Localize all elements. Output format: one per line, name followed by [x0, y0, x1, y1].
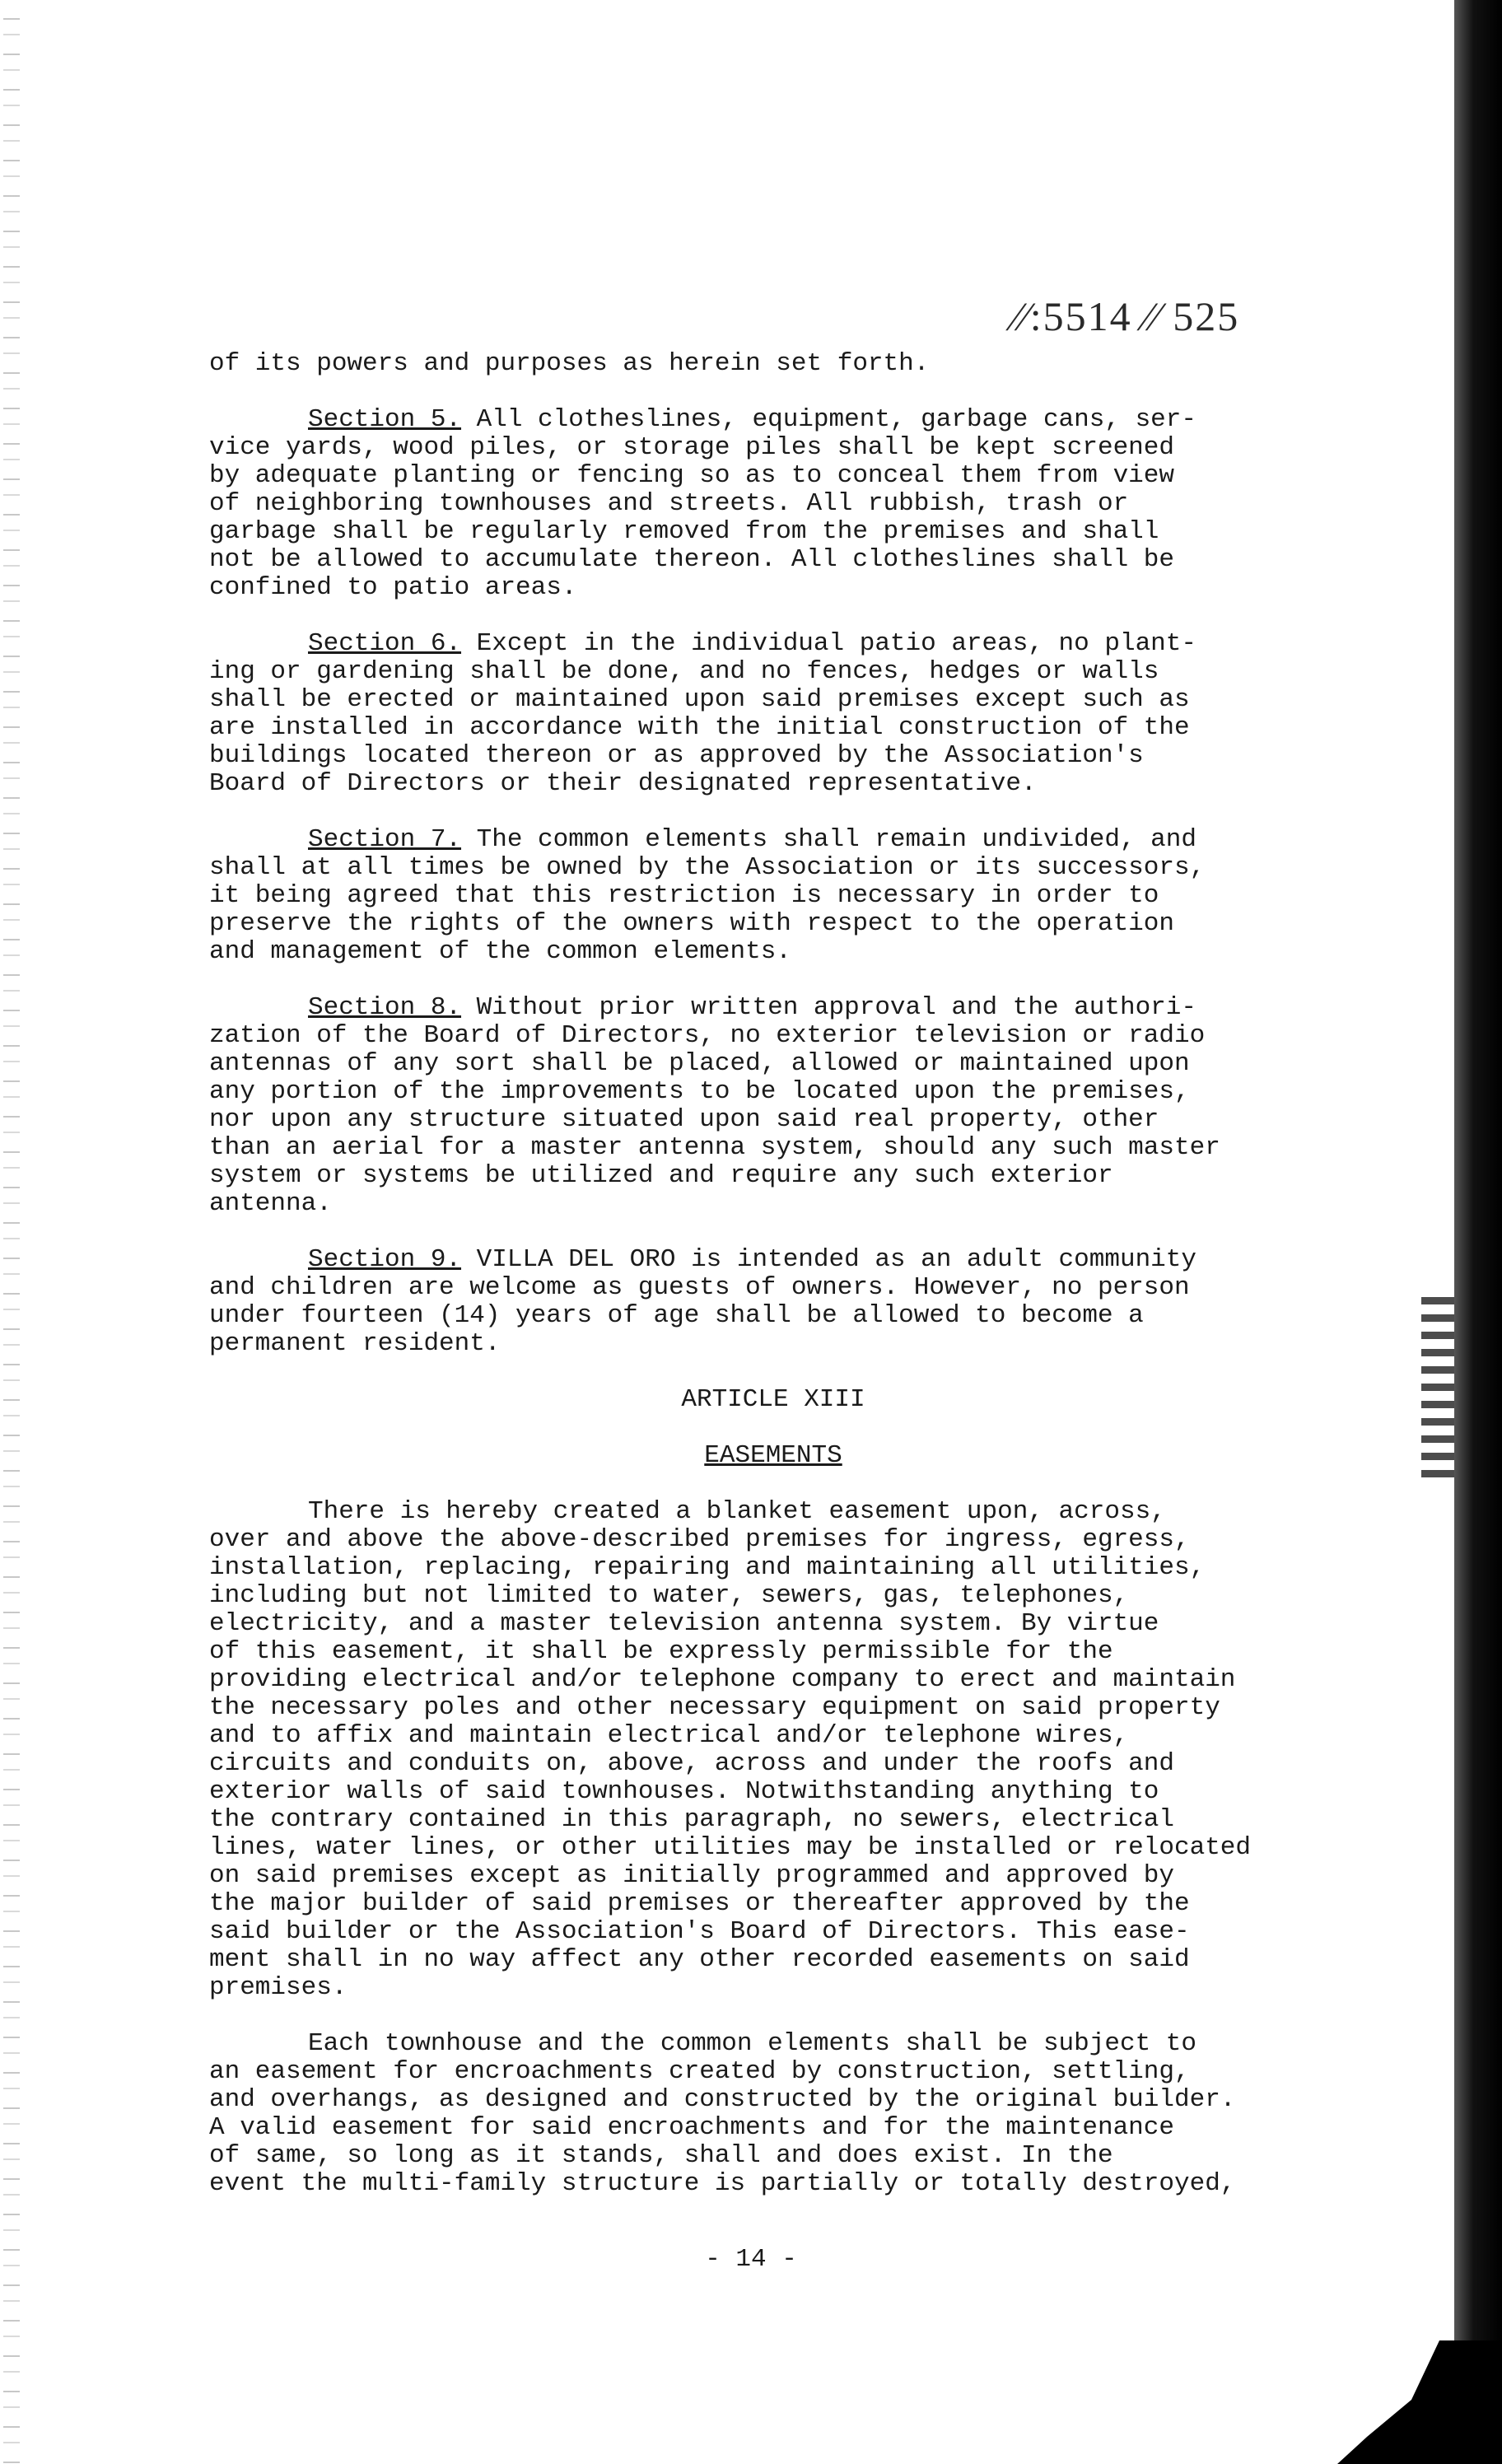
section-8: [209, 994, 1337, 1218]
section-7-body: The common elements shall remain undivided, and shall at all times be owned by the Association or its successors, it being agreed that this restriction is necessary in order to preserve the rights of the owners with respect to the operation and management of the common elements.: [209, 825, 1206, 966]
section-6-heading: Section 6.: [308, 629, 462, 658]
section-9-heading: Section 9.: [308, 1245, 462, 1274]
intro-line: of its powers and purposes as herein set forth.: [209, 349, 930, 378]
easements-paragraph-2: [209, 2030, 1337, 2198]
section-8-heading: Section 8.: [308, 993, 462, 1022]
easements-paragraph-1: [209, 1498, 1337, 2002]
section-5-body: All clotheslines, equipment, garbage cans, ser- vice yards, wood piles, or storage piles shall be kept screened by adequate planting or fencing so as to conceal them from view of neighboring townhouses and streets. All rubbish, trash or garbage shall be regularly removed from the premises and shall not be allowed to accumulate thereon. All clotheslines shall be confined to patio areas.: [209, 405, 1196, 602]
easements-paragraph-2-text: Each townhouse and the common elements shall be subject to an easement for encroachments created by construction, settling, and overhangs, as designed and constructed by the original builder. A valid easement for said encroachments and for the maintenance of same, so long as it stands, shall and does exist. In the event the multi-family structure is partially or totally destroyed,: [209, 2029, 1236, 2198]
easements-paragraph-1-text: There is hereby created a blanket easement upon, across, over and above the above-described premises for ingress, egress, installation, replacing, repairing and maintaining all utilities, including but not limited to water, sewers, gas, telephones, electricity, and a master television antenna system. By virtue of this easement, it shall be expressly permissible for the providing electrical and/or telephone company to erect and maintain the necessary poles and other necessary equipment on said property and to affix and maintain electrical and/or telephone wires, circuits and conduits on, above, across and under the roofs and exterior walls of said townhouses. Notwithstanding anything to the contrary contained in this paragraph, no sewers, electrical lines, water lines, or other utilities may be installed or relocated on said premises except as initially programmed and approved by the major builder of said premises or thereafter approved by the said builder or the Association's Board of Directors. This ease- ment shall in no way affect any other recorded easements on said premises.: [209, 1497, 1252, 2002]
article-title: [209, 1442, 1337, 1470]
section-9: [209, 1246, 1337, 1358]
section-9-body: VILLA DEL ORO is intended as an adult community and children are welcome as guests of owners. However, no person under fourteen (14) years of age shall be allowed to become a permanent resident.: [209, 1245, 1196, 1358]
scan-edge-marks: [1421, 1297, 1454, 1486]
article-number: ARTICLE XIII: [681, 1385, 865, 1414]
scan-right-edge-shadow: [1454, 0, 1502, 2464]
section-8-body: Without prior written approval and the authori- zation of the Board of Directors, no exterior television or radio antennas of any sort shall be placed, allowed or maintained upon any portion of the improvements to be located upon the premises, nor upon any structure situated upon said real property, other than an aerial for a master antenna system, should any such master system or systems be utilized and require any such exterior antenna.: [209, 993, 1220, 1218]
scan-left-margin-artifacts: [3, 0, 20, 2464]
recording-stamp: ⁄⁄:5514 ⁄⁄ 525: [1013, 293, 1240, 339]
article-title-text: EASEMENTS: [704, 1441, 842, 1470]
section-7-heading: Section 7.: [308, 825, 462, 854]
section-6: [209, 630, 1337, 798]
scan-corner-shadow: [1337, 2340, 1502, 2464]
section-7: [209, 826, 1337, 966]
section-5-heading: Section 5.: [308, 405, 462, 434]
section-5: [209, 406, 1337, 602]
section-6-body: Except in the individual patio areas, no plant- ing or gardening shall be done, and no fences, hedges or walls shall be erected or maintained upon said premises except such as are installed in accordance with the initial construction of the buildings located thereon or as approved by the Association's Board of Directors or their designated representative.: [209, 629, 1196, 798]
page-number: - 14 -: [705, 2245, 797, 2274]
document-body: [209, 350, 1337, 2198]
